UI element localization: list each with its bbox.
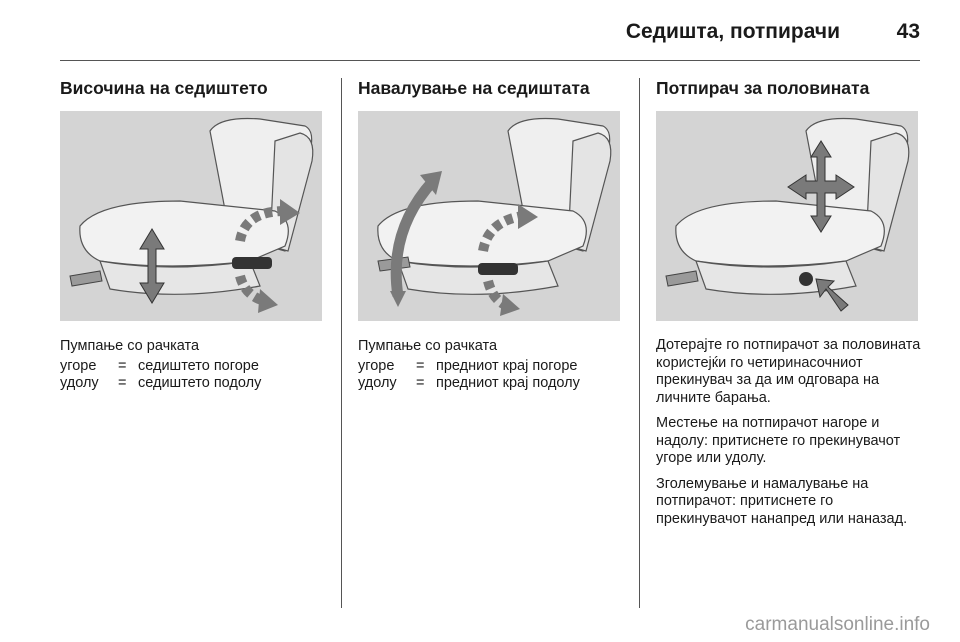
- row-separator: =: [416, 358, 425, 374]
- definition-row: [358, 358, 620, 375]
- section-heading: Височина на седиштето: [60, 78, 268, 98]
- lumbar-support-illustration: [656, 111, 918, 321]
- page-number: 43: [896, 20, 920, 43]
- caption: Пумпање со рачката: [60, 338, 200, 354]
- lever-handle: [478, 263, 518, 275]
- section-lumbar-support: [656, 78, 921, 536]
- section-seat-tilt: [358, 78, 620, 392]
- definition-row: [60, 375, 322, 392]
- definition-table: [60, 358, 322, 392]
- header-rule: [60, 60, 920, 61]
- row-separator: =: [118, 375, 127, 391]
- paragraph: Зголемување и намалување на потпирачот: притиснете го прекинувачот нанапред или наназад.: [656, 475, 908, 527]
- row-key: удолу: [60, 375, 99, 391]
- row-value: седиштето подолу: [138, 375, 262, 391]
- section-heading: Навалување на седиштата: [358, 78, 590, 98]
- definition-row: [358, 375, 620, 392]
- column-divider: [341, 78, 342, 608]
- row-value: предниот крај погоре: [436, 358, 578, 374]
- paragraph: Дотерајте го потпирачот за половината користејќи го четиринасочниот прекинувач за да им одговара на личните барања.: [656, 337, 921, 406]
- row-key: угоре: [358, 358, 395, 374]
- row-value: предниот крај подолу: [436, 375, 580, 391]
- seat-tilt-illustration: [358, 111, 620, 321]
- lumbar-switch: [799, 272, 813, 286]
- lever-handle: [232, 257, 272, 269]
- section-heading: Потпирач за половината: [656, 78, 870, 98]
- row-separator: =: [416, 375, 425, 391]
- watermark: carmanualsonline.info: [745, 614, 930, 635]
- paragraph: Местење на потпирачот нагоре и надолу: притиснете го прекинувачот угоре или удолу.: [656, 415, 901, 466]
- row-value: седиштето погоре: [138, 358, 259, 374]
- header-title: Седишта, потпирачи: [625, 20, 840, 43]
- page-header: [0, 0, 960, 60]
- definition-row: [60, 358, 322, 375]
- row-separator: =: [118, 358, 127, 374]
- section-seat-height: [60, 78, 322, 392]
- caption: Пумпање со рачката: [358, 338, 498, 354]
- seat-height-illustration: [60, 111, 322, 321]
- row-key: удолу: [358, 375, 397, 391]
- row-key: угоре: [60, 358, 97, 374]
- definition-table: [358, 358, 620, 392]
- column-divider: [639, 78, 640, 608]
